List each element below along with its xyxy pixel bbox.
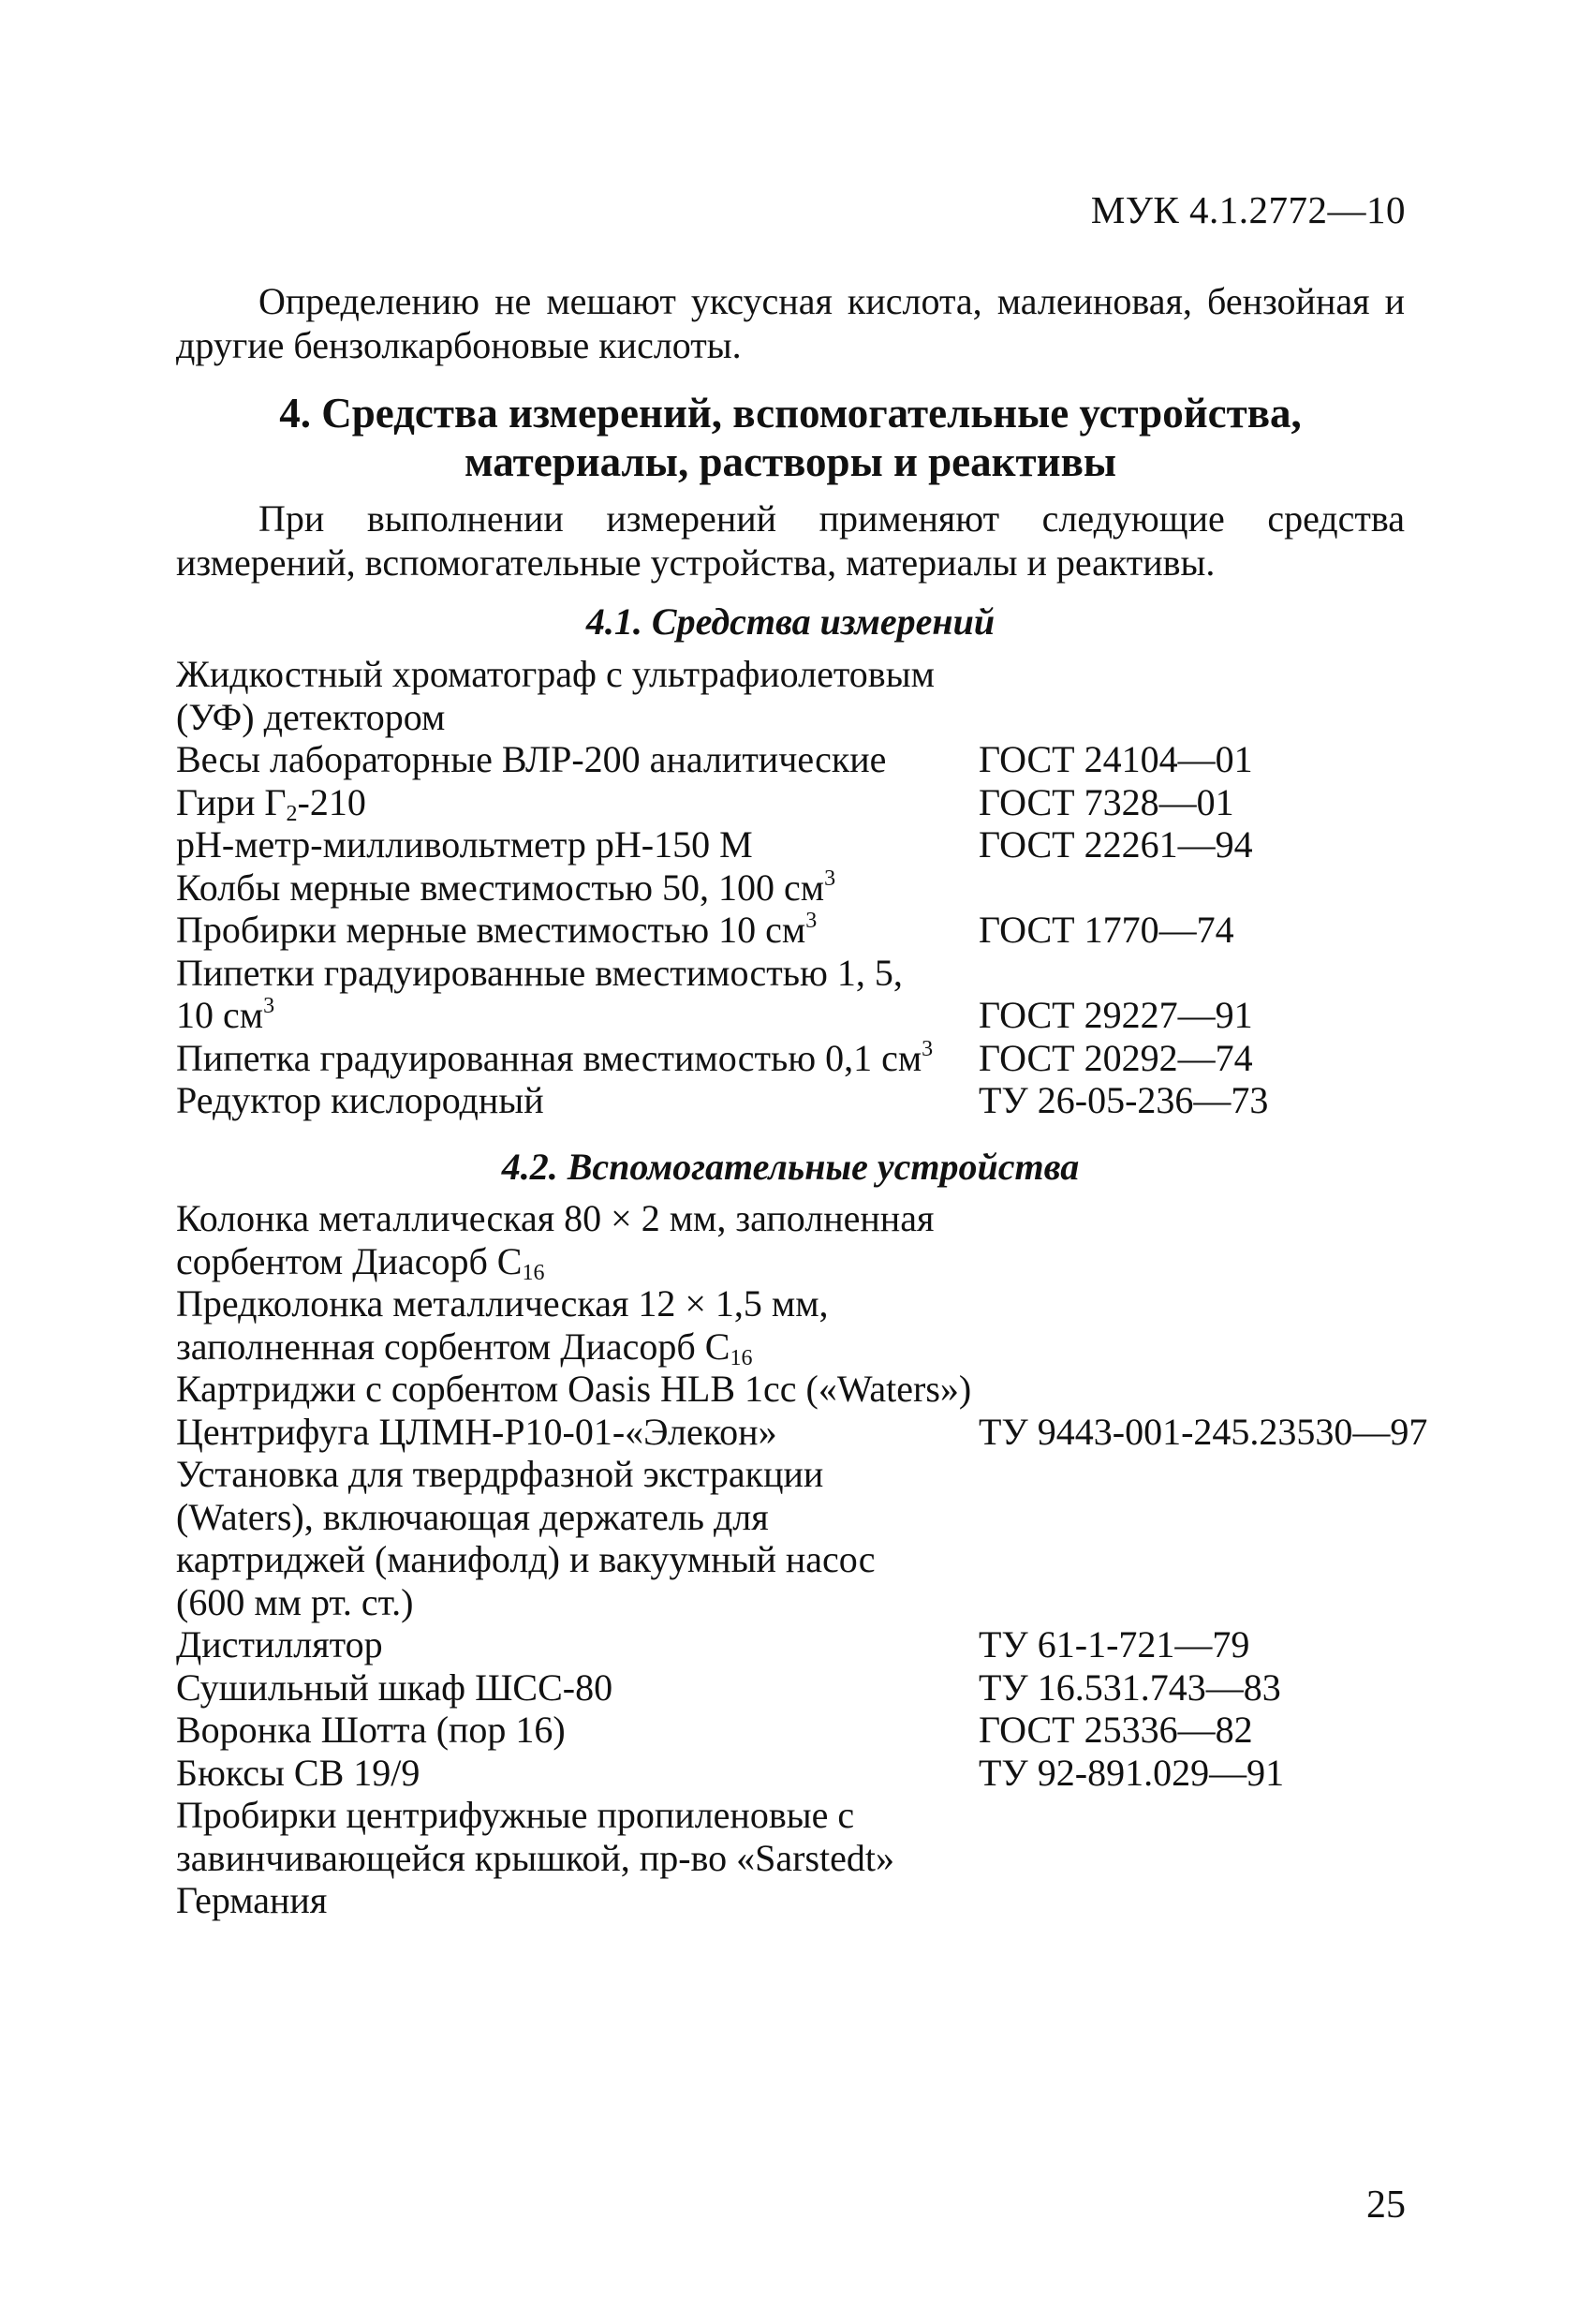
- list-item: [176, 1709, 1468, 1752]
- list-item: [176, 696, 1468, 739]
- list-item: [176, 1752, 1468, 1795]
- list-item: [176, 1453, 1468, 1496]
- document-code: МУК 4.1.2772—10: [1090, 188, 1406, 231]
- list-item: [176, 1538, 1468, 1581]
- item-standard: ГОСТ 7328—01: [979, 780, 1234, 823]
- item-standard: [979, 1794, 1468, 1837]
- item-name: Весы лабораторные ВЛР-200 аналитические: [176, 738, 887, 780]
- item-name: картриджей (манифолд) и вакуумный насос: [176, 1538, 876, 1580]
- list-item: [176, 1240, 1468, 1283]
- list-item: [176, 1879, 1468, 1922]
- item-name: 10 $см^3$: [176, 994, 275, 1036]
- item-name: Пипетки градуированные вместимостью 1, 5,: [176, 951, 903, 994]
- item-name: завинчивающейся крышкой, пр-во «Sarstedt»: [176, 1836, 895, 1879]
- item-name: Дистиллятор: [176, 1623, 383, 1665]
- item-name: (УФ) детектором: [176, 695, 446, 738]
- item-standard: [979, 1837, 1468, 1880]
- item-standard: ТУ 9443-001-245.23530—97: [979, 1410, 1428, 1453]
- subsection-4-2-title: 4.2. Вспомогательные устройства: [501, 1146, 1080, 1188]
- item-name: (Waters), включающая держатель для: [176, 1495, 769, 1538]
- superscript: 3: [805, 909, 818, 933]
- item-standard: [979, 1197, 1468, 1240]
- auxiliary-devices-list: [176, 1197, 1468, 1922]
- item-standard: ТУ 16.531.743—83: [979, 1665, 1281, 1709]
- list-item: [176, 866, 1468, 910]
- superscript: 3: [824, 866, 836, 891]
- item-standard: [979, 1581, 1468, 1624]
- item-name: Колбы мерные вместимостью 50, 100 $см^3$: [176, 866, 836, 909]
- item-name: заполненная сорбентом Диасорб $С_{16}$: [176, 1325, 753, 1370]
- item-name: Пробирки мерные вместимостью 10 $см^3$: [176, 909, 818, 951]
- item-standard: [979, 1325, 1468, 1369]
- item-standard: [979, 1240, 1468, 1283]
- list-item: [176, 1666, 1468, 1710]
- item-name: Установка для твердрфазной экстракции: [176, 1453, 824, 1495]
- measuring-instruments-list: [176, 653, 1468, 1122]
- subscript: 16: [522, 1260, 545, 1285]
- list-item: [176, 1623, 1468, 1666]
- item-standard: [979, 1282, 1468, 1325]
- item-standard: ГОСТ 1770—74: [979, 909, 1234, 951]
- list-item: [176, 1411, 1468, 1454]
- intro-paragraph: Определению не мешают уксусная кислота, малеиновая, бензойная и другие бензолкарбоновые кислоты.: [176, 280, 1405, 366]
- item-standard: ГОСТ 20292—74: [979, 1036, 1253, 1079]
- item-standard: ГОСТ 22261—94: [979, 823, 1253, 866]
- item-standard: [979, 1453, 1468, 1496]
- item-name: сорбентом Диасорб $С_{16}$: [176, 1239, 545, 1285]
- item-standard: [979, 696, 1468, 739]
- list-item: [176, 1325, 1468, 1369]
- item-standard: [979, 1496, 1468, 1539]
- subscript: 16: [730, 1345, 753, 1370]
- item-standard: [979, 866, 1468, 910]
- item-name: Колонка металлическая 80 × 2 мм, заполненная: [176, 1197, 935, 1239]
- item-name: Предколонка металлическая 12 × 1,5 мм,: [176, 1282, 829, 1325]
- section-title-line-2: материалы, растворы и реактивы: [464, 438, 1117, 485]
- list-item: [176, 781, 1468, 824]
- list-item: [176, 1496, 1468, 1539]
- item-name: Пипетка градуированная вместимостью 0,1 $см^3$: [176, 1036, 934, 1079]
- list-item: [176, 738, 1468, 781]
- superscript: 3: [263, 994, 275, 1018]
- list-item: [176, 1282, 1468, 1325]
- item-standard: ТУ 26-05-236—73: [979, 1079, 1269, 1121]
- item-name: Картриджи с сорбентом Oasis HLB 1cc («Waters»): [176, 1368, 972, 1410]
- item-name: Германия: [176, 1879, 328, 1921]
- item-name: (600 мм рт. ст.): [176, 1580, 414, 1623]
- list-item: [176, 1079, 1468, 1122]
- section-4-title: [176, 389, 1405, 486]
- list-item: [176, 653, 1468, 696]
- list-item: [176, 1794, 1468, 1837]
- list-item: [176, 909, 1468, 952]
- list-item: [176, 823, 1468, 866]
- list-item: [176, 952, 1468, 995]
- subsection-4-1-title: 4.1. Средства измерений: [585, 600, 996, 643]
- item-standard: ГОСТ 25336—82: [979, 1709, 1253, 1751]
- section-title-line-1: 4. Средства измерений, вспомогательные устройства,: [279, 390, 1302, 437]
- item-standard: ГОСТ 29227—91: [979, 994, 1253, 1036]
- item-name: Жидкостный хроматограф с ультрафиолетовым: [176, 653, 935, 695]
- section-4-paragraph: При выполнении измерений применяют следующие средства измерений, вспомогательные устройства, материалы и реактивы.: [176, 497, 1405, 584]
- item-standard: [979, 653, 1468, 696]
- item-standard: ГОСТ 24104—01: [979, 738, 1253, 780]
- list-item: [176, 994, 1468, 1037]
- list-item: [176, 1197, 1468, 1240]
- subscript: 2: [286, 801, 298, 826]
- list-item: [176, 1037, 1468, 1080]
- item-name: рН-метр-милливольтметр рН-150 М: [176, 823, 753, 866]
- item-standard: [971, 1368, 1468, 1411]
- item-standard: ТУ 92-891.029—91: [979, 1751, 1285, 1794]
- list-item: [176, 1837, 1468, 1880]
- item-name: Редуктор кислородный: [176, 1079, 544, 1121]
- list-item: [176, 1368, 1468, 1411]
- item-name: Воронка Шотта (пор 16): [176, 1709, 566, 1751]
- superscript: 3: [922, 1036, 934, 1061]
- item-standard: [979, 1879, 1468, 1922]
- item-standard: [979, 952, 1468, 995]
- item-standard: [979, 1538, 1468, 1581]
- item-name: Пробирки центрифужные пропиленовые с: [176, 1794, 855, 1836]
- item-name: Бюксы СВ 19/9: [176, 1751, 420, 1794]
- list-item: [176, 1581, 1468, 1624]
- item-name: Гири $Г_2-210$: [176, 780, 366, 826]
- item-name: Центрифуга ЦЛМН-Р10-01-«Элекон»: [176, 1410, 777, 1453]
- item-standard: ТУ 61-1-721—79: [979, 1623, 1250, 1665]
- page-number: 25: [1366, 2183, 1406, 2227]
- item-name: Сушильный шкаф ШСС-80: [176, 1665, 613, 1709]
